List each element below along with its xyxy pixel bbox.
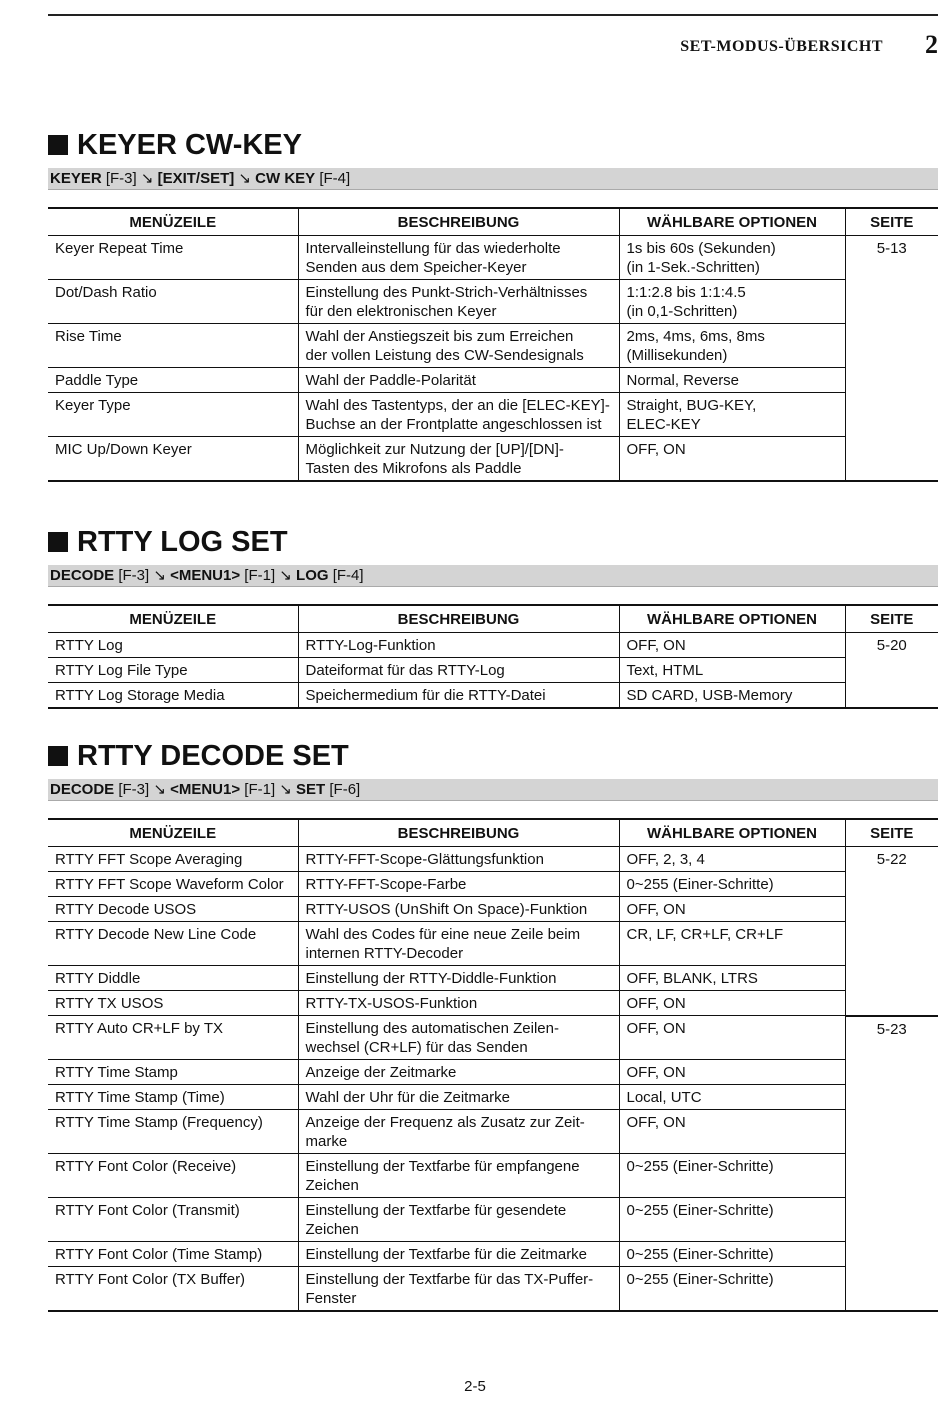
- cell-line: OFF, ON: [626, 1114, 686, 1131]
- cell-line: der vollen Leistung des CW-Sendesignals: [305, 347, 584, 364]
- section-title-text: RTTY DECODE SET: [77, 739, 349, 772]
- options-cell: [619, 393, 845, 437]
- cell-line: (in 0,1-Schritten): [626, 303, 738, 320]
- cell-line: wechsel (CR+LF) für das Senden: [305, 1039, 528, 1056]
- cell-line: Tasten des Mikrofons als Paddle: [305, 460, 522, 477]
- page-ref-cell: 5-13: [845, 236, 938, 482]
- cell-line: Anzeige der Zeitmarke: [305, 1064, 457, 1081]
- menu-path: [48, 168, 938, 190]
- cell-line: Zeichen: [305, 1177, 359, 1194]
- cell-line: ELEC-KEY: [626, 416, 701, 433]
- cell-line: (Millisekunden): [626, 347, 728, 364]
- cell-line: Normal, Reverse: [626, 372, 740, 389]
- page-ref-cell: 5-23: [845, 1016, 938, 1312]
- square-bullet-icon: [48, 135, 68, 155]
- description-cell: [298, 847, 619, 872]
- col-header-options: WÄHLBARE OPTIONEN: [619, 605, 845, 633]
- options-cell: [619, 1110, 845, 1154]
- cell-line: Dateiformat für das RTTY-Log: [305, 662, 505, 679]
- cell-line: für den elektronischen Keyer: [305, 303, 497, 320]
- cell-line: Wahl der Paddle-Polarität: [305, 372, 476, 389]
- description-cell: [298, 1110, 619, 1154]
- menu-item-cell: RTTY Diddle: [48, 966, 298, 991]
- menu-path-key: DECODE: [50, 567, 115, 584]
- options-cell: [619, 683, 845, 709]
- cell-line: Wahl der Anstiegszeit bis zum Erreichen: [305, 328, 574, 345]
- options-cell: [619, 368, 845, 393]
- description-cell: [298, 236, 619, 280]
- menu-item-cell: RTTY Log Storage Media: [48, 683, 298, 709]
- options-cell: [619, 1267, 845, 1312]
- cell-line: Einstellung der Textfarbe für die Zeitmarke: [305, 1246, 588, 1263]
- options-cell: [619, 280, 845, 324]
- menu-item-cell: RTTY Decode New Line Code: [48, 922, 298, 966]
- options-cell: [619, 658, 845, 683]
- options-cell: [619, 991, 845, 1016]
- cell-line: CR, LF, CR+LF, CR+LF: [626, 926, 784, 943]
- description-cell: [298, 1198, 619, 1242]
- menu-item-cell: RTTY Time Stamp (Time): [48, 1085, 298, 1110]
- table-row: [48, 280, 938, 324]
- chapter-number: 2: [925, 30, 938, 59]
- cell-line: Einstellung der Textfarbe für gesendete: [305, 1202, 567, 1219]
- cell-line: RTTY-Log-Funktion: [305, 637, 436, 654]
- menu-path-text: [F-3] ↘: [101, 170, 158, 187]
- section-title: [48, 525, 938, 559]
- description-cell: [298, 966, 619, 991]
- col-header-menu: MENÜZEILE: [48, 819, 298, 847]
- menu-path-text: [F-1] ↘: [240, 781, 297, 798]
- cell-line: Einstellung des automatischen Zeilen-: [305, 1020, 559, 1037]
- options-cell: [619, 1242, 845, 1267]
- cell-line: Wahl der Uhr für die Zeitmarke: [305, 1089, 511, 1106]
- description-cell: [298, 280, 619, 324]
- cell-line: Local, UTC: [626, 1089, 702, 1106]
- top-rule: [48, 14, 938, 16]
- running-header-title: SET-MODUS-ÜBERSICHT: [680, 38, 883, 55]
- cell-line: marke: [305, 1133, 348, 1150]
- settings-table: [48, 207, 938, 482]
- cell-line: Einstellung des Punkt-Strich-Verhältnisses: [305, 284, 588, 301]
- table-row: [48, 1154, 938, 1198]
- cell-line: 0~255 (Einer-Schritte): [626, 1271, 774, 1288]
- description-cell: [298, 897, 619, 922]
- menu-item-cell: RTTY FFT Scope Waveform Color: [48, 872, 298, 897]
- menu-path-key: LOG: [296, 567, 329, 584]
- cell-line: OFF, ON: [626, 637, 686, 654]
- cell-line: Senden aus dem Speicher-Keyer: [305, 259, 527, 276]
- menu-item-cell: RTTY TX USOS: [48, 991, 298, 1016]
- col-header-options: WÄHLBARE OPTIONEN: [619, 819, 845, 847]
- col-header-description: BESCHREIBUNG: [298, 819, 619, 847]
- description-cell: [298, 1154, 619, 1198]
- menu-item-cell: RTTY Font Color (Receive): [48, 1154, 298, 1198]
- menu-item-cell: MIC Up/Down Keyer: [48, 437, 298, 482]
- description-cell: [298, 683, 619, 709]
- cell-line: OFF, ON: [626, 1020, 686, 1037]
- description-cell: [298, 1016, 619, 1060]
- table-row: [48, 683, 938, 709]
- col-header-description: BESCHREIBUNG: [298, 605, 619, 633]
- table-row: [48, 368, 938, 393]
- cell-line: OFF, ON: [626, 901, 686, 918]
- cell-line: SD CARD, USB-Memory: [626, 687, 793, 704]
- section-keyer-cw-key: [48, 128, 938, 482]
- menu-item-cell: Keyer Repeat Time: [48, 236, 298, 280]
- col-header-options: WÄHLBARE OPTIONEN: [619, 208, 845, 236]
- page-ref-cell: 5-20: [845, 633, 938, 709]
- cell-line: Straight, BUG-KEY,: [626, 397, 757, 414]
- cell-line: Fenster: [305, 1290, 357, 1307]
- options-cell: [619, 922, 845, 966]
- description-cell: [298, 368, 619, 393]
- section-rtty-decode-set: [48, 739, 938, 1312]
- table-row: [48, 847, 938, 872]
- cell-line: 2ms, 4ms, 6ms, 8ms: [626, 328, 765, 345]
- table-row: [48, 966, 938, 991]
- cell-line: Einstellung der Textfarbe für empfangene: [305, 1158, 580, 1175]
- description-cell: [298, 393, 619, 437]
- menu-item-cell: RTTY Font Color (Transmit): [48, 1198, 298, 1242]
- table-row: [48, 437, 938, 482]
- section-title-text: KEYER CW-KEY: [77, 128, 302, 161]
- cell-line: OFF, ON: [626, 995, 686, 1012]
- description-cell: [298, 658, 619, 683]
- options-cell: [619, 236, 845, 280]
- cell-line: OFF, 2, 3, 4: [626, 851, 705, 868]
- options-cell: [619, 1060, 845, 1085]
- table-row: [48, 1060, 938, 1085]
- cell-line: Text, HTML: [626, 662, 704, 679]
- menu-item-cell: RTTY Log: [48, 633, 298, 658]
- menu-path-text: [F-1] ↘: [240, 567, 297, 584]
- menu-item-cell: RTTY Time Stamp (Frequency): [48, 1110, 298, 1154]
- options-cell: [619, 847, 845, 872]
- cell-line: Einstellung der Textfarbe für das TX-Puffer-: [305, 1271, 594, 1288]
- options-cell: [619, 1198, 845, 1242]
- cell-line: 1s bis 60s (Sekunden): [626, 240, 776, 257]
- description-cell: [298, 1085, 619, 1110]
- menu-item-cell: RTTY Font Color (TX Buffer): [48, 1267, 298, 1312]
- menu-path-key: KEYER: [50, 170, 102, 187]
- cell-line: RTTY-TX-USOS-Funktion: [305, 995, 478, 1012]
- cell-line: (in 1-Sek.-Schritten): [626, 259, 760, 276]
- description-cell: [298, 1060, 619, 1085]
- settings-table: [48, 604, 938, 709]
- table-row: [48, 1198, 938, 1242]
- options-cell: [619, 633, 845, 658]
- description-cell: [298, 633, 619, 658]
- menu-item-cell: RTTY Font Color (Time Stamp): [48, 1242, 298, 1267]
- options-cell: [619, 966, 845, 991]
- cell-line: 0~255 (Einer-Schritte): [626, 1246, 774, 1263]
- description-cell: [298, 437, 619, 482]
- table-row: [48, 1242, 938, 1267]
- menu-path-text: ↘: [234, 170, 256, 187]
- table-row: [48, 1267, 938, 1312]
- table-row: [48, 393, 938, 437]
- options-cell: [619, 1016, 845, 1060]
- menu-item-cell: Paddle Type: [48, 368, 298, 393]
- col-header-menu: MENÜZEILE: [48, 605, 298, 633]
- menu-item-cell: Dot/Dash Ratio: [48, 280, 298, 324]
- cell-line: Einstellung der RTTY-Diddle-Funktion: [305, 970, 557, 987]
- cell-line: Möglichkeit zur Nutzung der [UP]/[DN]-: [305, 441, 564, 458]
- col-header-page: SEITE: [845, 819, 938, 847]
- cell-line: Intervalleinstellung für das wiederholte: [305, 240, 561, 257]
- cell-line: 1:1:2.8 bis 1:1:4.5: [626, 284, 746, 301]
- section-title: [48, 739, 938, 773]
- cell-line: RTTY-FFT-Scope-Glättungsfunktion: [305, 851, 544, 868]
- col-header-menu: MENÜZEILE: [48, 208, 298, 236]
- cell-line: OFF, BLANK, LTRS: [626, 970, 758, 987]
- cell-line: 0~255 (Einer-Schritte): [626, 1202, 774, 1219]
- square-bullet-icon: [48, 746, 68, 766]
- options-cell: [619, 1085, 845, 1110]
- cell-line: Zeichen: [305, 1221, 359, 1238]
- table-row: [48, 324, 938, 368]
- options-cell: [619, 897, 845, 922]
- menu-path-key: <MENU1>: [170, 567, 241, 584]
- menu-path-text: [F-6]: [325, 781, 361, 798]
- section-rtty-log-set: [48, 525, 938, 709]
- page-number: 2-5: [464, 1378, 486, 1395]
- menu-path-text: [F-4]: [315, 170, 351, 187]
- menu-path: [48, 779, 938, 801]
- description-cell: [298, 922, 619, 966]
- table-row: [48, 1016, 938, 1060]
- menu-path-key: SET: [296, 781, 326, 798]
- table-row: [48, 897, 938, 922]
- cell-line: Buchse an der Frontplatte angeschlossen ist: [305, 416, 602, 433]
- menu-item-cell: RTTY Time Stamp: [48, 1060, 298, 1085]
- table-row: [48, 991, 938, 1016]
- cell-line: Anzeige der Frequenz als Zusatz zur Zeit-: [305, 1114, 585, 1131]
- cell-line: OFF, ON: [626, 441, 686, 458]
- menu-path-text: [F-4]: [328, 567, 364, 584]
- cell-line: 0~255 (Einer-Schritte): [626, 1158, 774, 1175]
- settings-table: [48, 818, 938, 1312]
- cell-line: Speichermedium für die RTTY-Datei: [305, 687, 546, 704]
- cell-line: internen RTTY-Decoder: [305, 945, 464, 962]
- options-cell: [619, 1154, 845, 1198]
- options-cell: [619, 872, 845, 897]
- description-cell: [298, 872, 619, 897]
- description-cell: [298, 1267, 619, 1312]
- col-header-page: SEITE: [845, 605, 938, 633]
- menu-path: [48, 565, 938, 587]
- menu-path-text: [F-3] ↘: [114, 781, 171, 798]
- options-cell: [619, 437, 845, 482]
- menu-item-cell: RTTY Decode USOS: [48, 897, 298, 922]
- table-row: [48, 922, 938, 966]
- cell-line: OFF, ON: [626, 1064, 686, 1081]
- menu-item-cell: Keyer Type: [48, 393, 298, 437]
- table-row: [48, 633, 938, 658]
- square-bullet-icon: [48, 532, 68, 552]
- menu-path-text: [F-3] ↘: [114, 567, 171, 584]
- table-row: [48, 658, 938, 683]
- cell-line: RTTY-USOS (UnShift On Space)-Funktion: [305, 901, 588, 918]
- menu-item-cell: RTTY FFT Scope Averaging: [48, 847, 298, 872]
- page-ref-cell: 5-22: [845, 847, 938, 1016]
- table-row: [48, 1085, 938, 1110]
- description-cell: [298, 1242, 619, 1267]
- description-cell: [298, 991, 619, 1016]
- table-row: [48, 1110, 938, 1154]
- section-title-text: RTTY LOG SET: [77, 525, 288, 558]
- col-header-description: BESCHREIBUNG: [298, 208, 619, 236]
- menu-path-key: [EXIT/SET]: [157, 170, 235, 187]
- options-cell: [619, 324, 845, 368]
- table-row: [48, 872, 938, 897]
- menu-path-key: CW KEY: [255, 170, 316, 187]
- cell-line: RTTY-FFT-Scope-Farbe: [305, 876, 467, 893]
- table-row: [48, 236, 938, 280]
- cell-line: 0~255 (Einer-Schritte): [626, 876, 774, 893]
- section-title: [48, 128, 938, 162]
- menu-path-key: DECODE: [50, 781, 115, 798]
- cell-line: Wahl des Codes für eine neue Zeile beim: [305, 926, 581, 943]
- menu-item-cell: RTTY Log File Type: [48, 658, 298, 683]
- col-header-page: SEITE: [845, 208, 938, 236]
- menu-path-key: <MENU1>: [170, 781, 241, 798]
- menu-item-cell: Rise Time: [48, 324, 298, 368]
- cell-line: Wahl des Tastentyps, der an die [ELEC-KEY]-: [305, 397, 610, 414]
- description-cell: [298, 324, 619, 368]
- menu-item-cell: RTTY Auto CR+LF by TX: [48, 1016, 298, 1060]
